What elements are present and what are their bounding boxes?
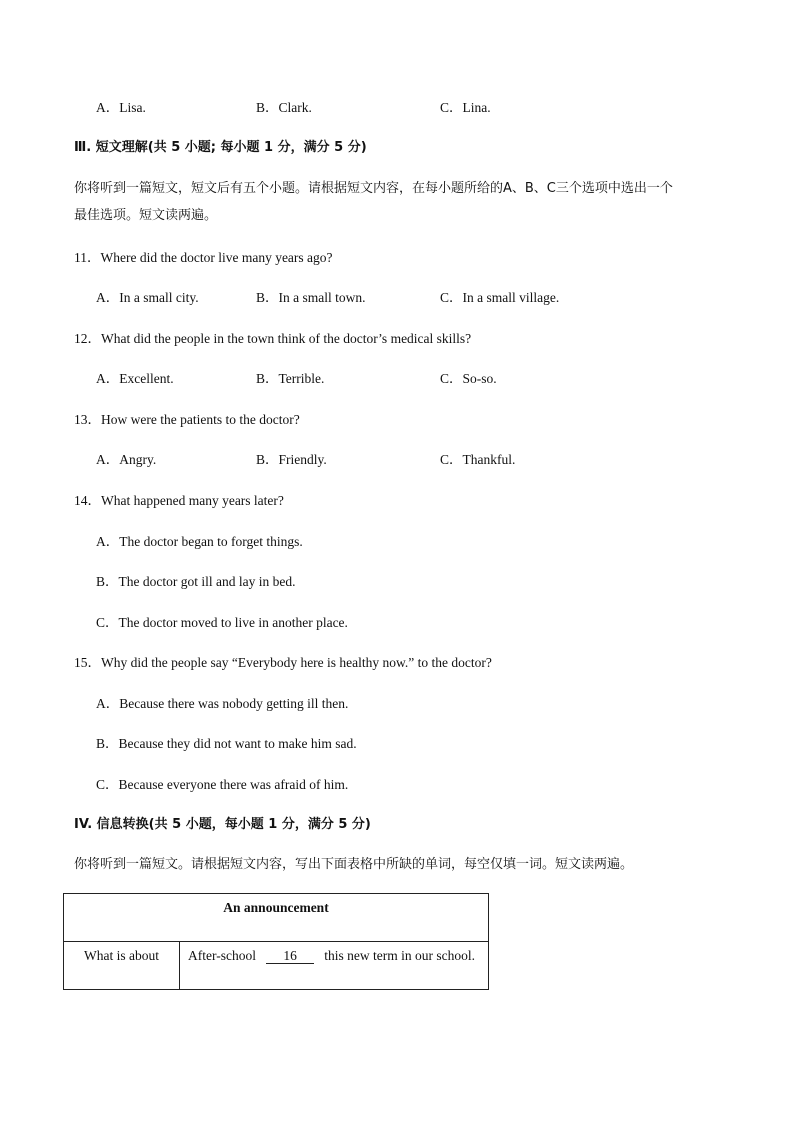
section4-instruction: 你将听到一篇短文。请根据短文内容，写出下面表格中所缺的单词，每空仅填一词。短文读两遍。 — [74, 857, 634, 872]
q11-option-c: C．In a small village. — [440, 290, 560, 305]
answer-blank-16[interactable]: 16 — [266, 949, 314, 964]
question-11-stem: 11．Where did the doctor live many years ago? — [74, 250, 333, 265]
q12-option-c: C．So-so. — [440, 371, 497, 386]
question-13-stem: 13．How were the patients to the doctor? — [74, 412, 300, 427]
section4-heading: IV. 信息转换(共 5 小题，每小题 1 分，满分 5 分) — [74, 817, 371, 832]
table-row-label-cell — [64, 942, 180, 990]
announcement-table — [63, 893, 489, 990]
q10-option-a: A．Lisa. — [96, 100, 146, 115]
section3-instruction-line1: 你将听到一篇短文，短文后有五个小题。请根据短文内容，在每小题所给的A、B、C三个选项中选出一个 — [74, 181, 673, 196]
q11-option-b: B．In a small town. — [256, 290, 366, 305]
q10-option-c: C．Lina. — [440, 100, 491, 115]
row1-label: What is about — [84, 948, 159, 963]
question-14-stem: 14．What happened many years later? — [74, 493, 284, 508]
q10-options — [0, 96, 794, 116]
question-13-options — [0, 448, 794, 468]
row1-content — [188, 948, 475, 964]
table-header-row — [64, 894, 488, 942]
q12-option-a: A．Excellent. — [96, 371, 174, 386]
row1-text-before: After-school — [188, 948, 256, 963]
question-12-stem: 12．What did the people in the town think of the doctor’s medical skills? — [74, 331, 472, 346]
q13-option-b: B．Friendly. — [256, 452, 327, 467]
q11-option-a: A．In a small city. — [96, 290, 199, 305]
question-12-options — [0, 367, 794, 387]
q15-option-a: A．Because there was nobody getting ill then. — [96, 696, 349, 711]
q13-option-c: C．Thankful. — [440, 452, 516, 467]
q14-option-c: C．The doctor moved to live in another place. — [96, 615, 348, 630]
table-row-content-cell — [180, 942, 488, 990]
section3-instruction-line2: 最佳选项。短文读两遍。 — [74, 208, 218, 223]
q14-option-b: B．The doctor got ill and lay in bed. — [96, 574, 296, 589]
q12-option-b: B．Terrible. — [256, 371, 325, 386]
q15-option-b: B．Because they did not want to make him sad. — [96, 736, 357, 751]
table-title: An announcement — [223, 900, 329, 915]
q10-option-b: B．Clark. — [256, 100, 312, 115]
row1-text-after: this new term in our school. — [324, 948, 475, 963]
section3-heading: Ⅲ. 短文理解(共 5 小题; 每小题 1 分，满分 5 分) — [74, 140, 367, 155]
question-15-stem: 15．Why did the people say “Everybody here is healthy now.” to the doctor? — [74, 655, 492, 670]
q14-option-a: A．The doctor began to forget things. — [96, 534, 303, 549]
question-11-options — [0, 286, 794, 306]
q15-option-c: C．Because everyone there was afraid of him. — [96, 777, 349, 792]
q13-option-a: A．Angry. — [96, 452, 157, 467]
